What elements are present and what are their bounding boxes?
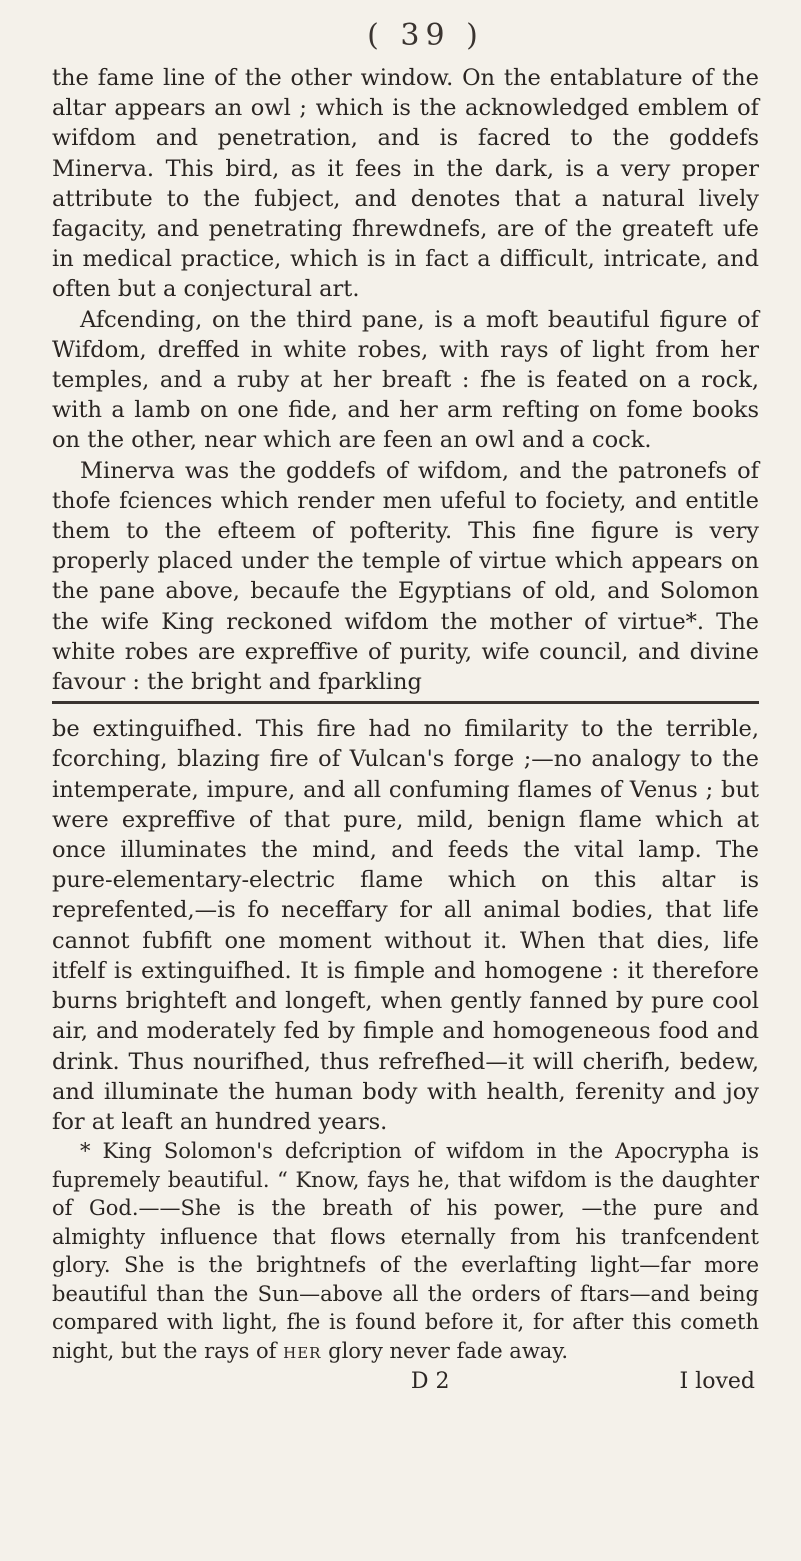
section-divider — [52, 701, 759, 704]
main-text — [52, 63, 759, 697]
signature-mark: D 2 — [410, 1369, 450, 1395]
footnote-end: glory never fade away. — [321, 1338, 569, 1363]
catchword: I loved — [679, 1369, 755, 1395]
footnote-text — [52, 1137, 759, 1367]
paragraph-wisdom-figure: Afcending, on the third pane, is a moft beautiful figure of Wifdom, dreffed in white robes, with rays of light from her temples, and a ruby at her breaft : fhe is feated on a rock, with a lamb on one fide, and her arm refting on fome books on the other, near which are feen an owl and a cock. — [52, 306, 759, 454]
paragraph-fire: be extinguifhed. This fire had no fimilarity to the terrible, fcorching, blazing fire of Vulcan's forge ;—no analogy to the intemperate, impure, and all confuming flames of Venus ; but were expreffive of that pure, mild, benign flame which at once illuminates the mind, and feeds the vital lamp. The pure-elementary-electric flame which on this altar is reprefented,—is fo neceffary for all animal bodies, that life cannot fubfift one moment without it. When that dies, life itfelf is extinguifhed. It is fimple and homogene : it therefore burns brighteft and longeft, when gently fanned by pure cool air, and moderately fed by fimple and homogeneous food and drink. Thus nourifhed, thus refrefhed—it will cherifh, bedew, and illuminate the human body with health, ferenity and joy for at leaft an hundred years. — [52, 716, 759, 1135]
page-number: ( 39 ) — [367, 18, 484, 53]
page-footer — [52, 1369, 759, 1394]
footnote — [52, 1137, 759, 1367]
footnote-body: * King Solomon's defcription of wifdom in the Apocrypha is fupremely beautiful. “ Know, fays he, that wifdom is the daughter of God.——She is the breath of his power, —the pure and almighty influence that flows eternally from his tranfcendent glory. She is the brightnefs of the everlafting light—far more beautiful than the Sun—above all the orders of ftars—and being compared with light, fhe is found before it, for after this cometh night, but the rays of — [52, 1139, 759, 1363]
paragraph-minerva: Minerva was the goddefs of wifdom, and the patronefs of thofe fciences which render men ufeful to fociety, and entitle them to the efteem of pofterity. This fine figure is very properly placed under the temple of virtue which appears on the pane above, becaufe the Egyptians of old, and Solomon the wife King reckoned wifdom the mother of virtue*. The white robes are expreffive of purity, wife council, and divine favour : the bright and fparkling — [52, 457, 759, 696]
footnote-small-caps: HER — [283, 1343, 322, 1362]
paragraph-owl: the fame line of the other window. On the entablature of the altar appears an owl ; which is the acknowledged emblem of wifdom and penetration, and is facred to the goddefs Minerva. This bird, as it fees in the dark, is a very proper attribute to the fubject, and denotes that a natural lively fagacity, and penetrating fhrewdnefs, are of the greateft ufe in medical practice, which is in fact a difficult, intricate, and often but a conjectural art. — [52, 65, 759, 303]
continued-text — [52, 714, 759, 1137]
